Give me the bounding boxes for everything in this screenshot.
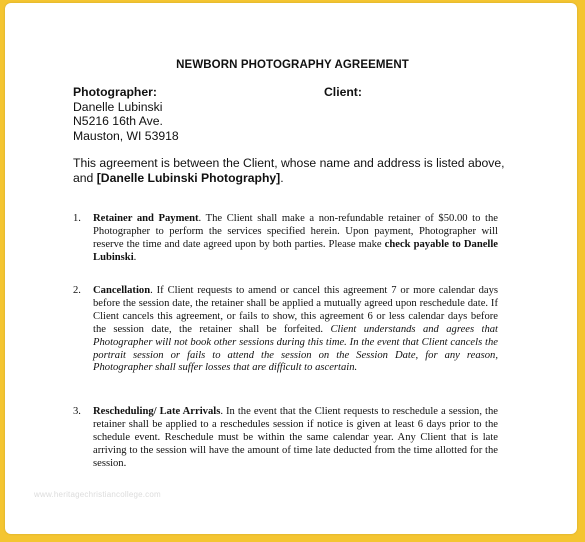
watermark: www.heritagechristiancollege.com [34,490,161,499]
item-end: . [133,251,137,263]
list-item [73,406,498,471]
item-heading: Rescheduling/ Late Arrivals [93,406,221,417]
photographer-block [73,85,179,143]
photographer-street: N5216 16th Ave. [73,114,163,129]
item-bold-text: check payable to Danelle Lubinski [93,238,498,263]
photographer-city: Mauston, WI 53918 [73,128,179,143]
intro-company: [Danelle Lubinski Photography] [96,170,281,185]
item-body [93,213,498,265]
intro-end: . [280,170,284,185]
list-item [73,213,498,265]
item-text: . If Client requests to amend or cancel this agreement 7 or more calendar days before the session date, the retainer shall be applied a mutually agreed upon reschedule date. If Client cancels this agreement, or fails to show, this agreement 6 or less calendar days before the session date, the retainer shall be forfeited. [93,285,498,335]
item-body [93,406,498,471]
item-italic-text: Client understands and agrees that Photographer will not book other sessions during this time. In the event that Client cancels the portrait session or fails to attend the session on the Session Date, for any reason, Photographer shall suffer losses that are difficult to ascertain. [93,323,498,374]
item-heading: Retainer and Payment [93,213,199,224]
item-text: . In the event that the Client requests to reschedule a session, the retainer shall be applied to a reschedules session if notice is given at least 6 days prior to the schedule event. Reschedule must be within the same calendar year. Any Client that is late arriving to the session will have the amount of time late deducted from the time allotted for the session. [93,406,498,469]
list-item [73,285,498,375]
item-text: . The Client shall make a non-refundable retainer of $50.00 to the Photographer to perform the services specified herein. Upon payment, Photographer will reserve the time and date agreed upon by both parties. Please make [93,213,498,250]
item-heading: Cancellation [93,285,151,296]
item-body [93,285,498,375]
intro-text: This agreement is between the Client, whose name and address is listed above, and [73,156,505,185]
photographer-label: Photographer: [73,85,157,99]
item-number: 1. [73,213,81,224]
item-number: 2. [73,285,81,296]
photographer-name: Danelle Lubinski [73,99,163,114]
document-title: NEWBORN PHOTOGRAPHY AGREEMENT [176,59,409,71]
item-number: 3. [73,406,81,417]
intro-paragraph [73,156,513,186]
client-label: Client: [324,85,362,99]
